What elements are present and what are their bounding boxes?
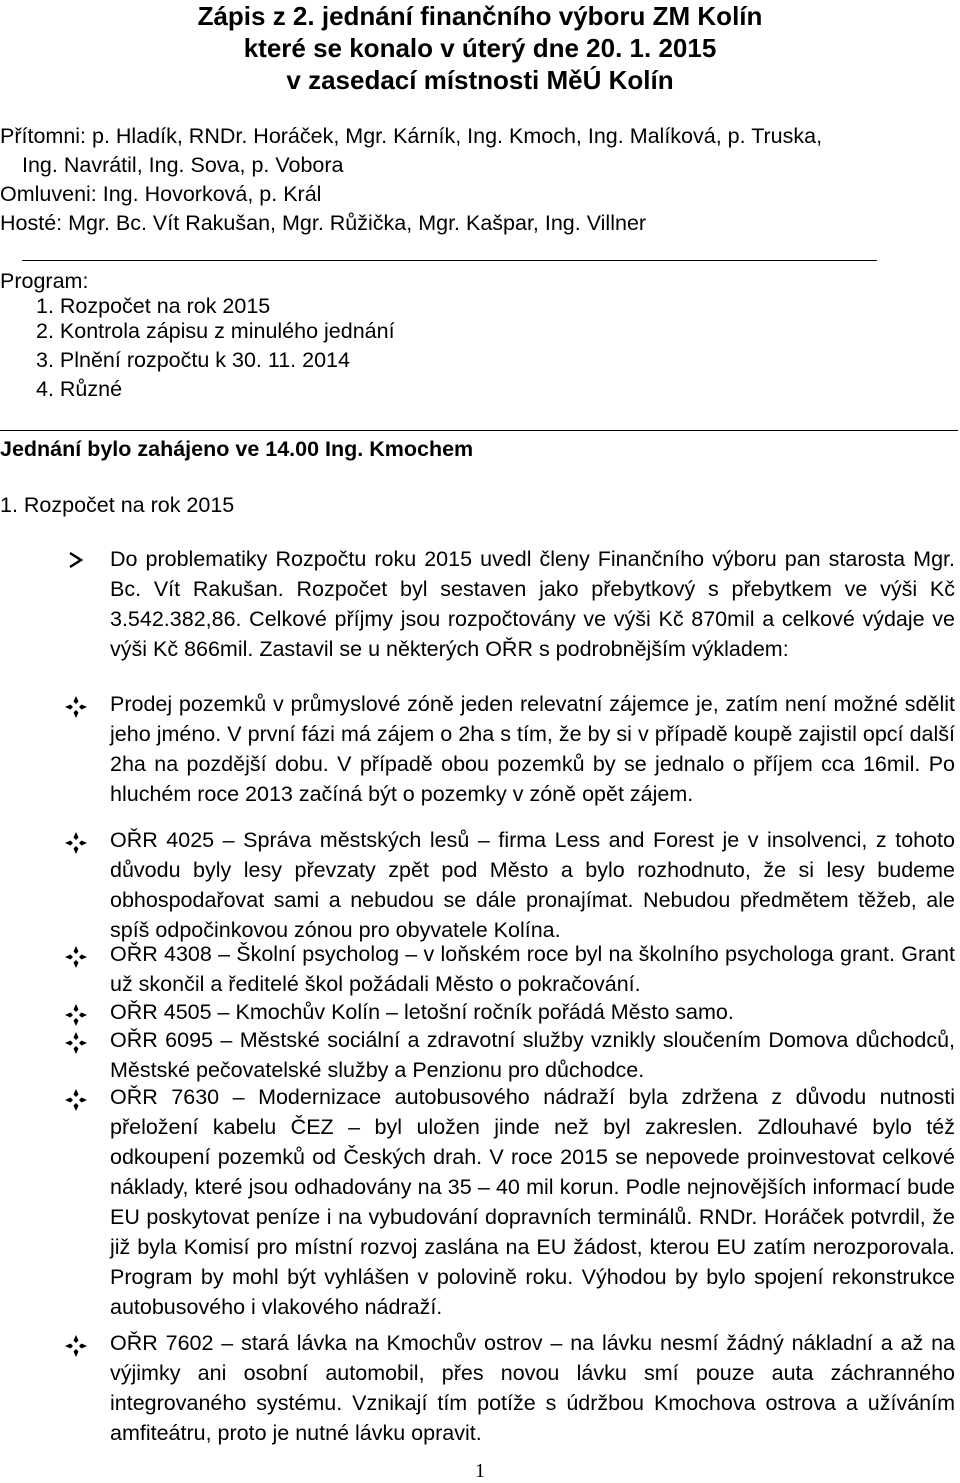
section-1-heading: 1. Rozpočet na rok 2015	[0, 493, 235, 517]
bullet-item-1: Prodej pozemků v průmyslové zóně jeden relevatní zájemce je, zatím není možné sdělit jeho jméno. V první fázi má zájem o 2ha s tím, že by si v případě koupě zajistil opcí další 2ha na pozdější dobu. V případě obou pozemků by se jednalo o příjem cca 16mil. Po hluchém roce 2013 začíná být o pozemky v zóně opět zájem.	[110, 692, 955, 806]
document-title-line-2: které se konalo v úterý dne 20. 1. 2015	[243, 33, 717, 63]
bullet-item-7: OŘR 7602 – stará lávka na Kmochův ostrov – na lávku nesmí žádný nákladní a až na výjimky ani osobní automobil, přes novou lávku smí pouze auta záchranného integrovaného systému. Vznikají tím potíže s údržbou Kmochova ostrova a užíváním amfiteátru, proto je nutné lávku opravit.	[110, 1331, 955, 1445]
document-title-line-3: v zasedací místnosti MěÚ Kolín	[286, 65, 674, 95]
diamond-bullet-icon	[64, 1031, 88, 1055]
page-number: 1	[475, 1460, 485, 1482]
program-item-1: 1. Rozpočet na rok 2015	[36, 294, 271, 318]
bullet-item-3: OŘR 4308 – Školní psycholog – v loňském roce byl na školního psychologa grant. Grant už skončil a ředitelé škol požádali Město o pokračování.	[110, 942, 955, 996]
document-title-line-1: Zápis z 2. jednání finančního výboru ZM Kolín	[197, 1, 763, 31]
diamond-bullet-icon	[64, 1088, 88, 1112]
bullet-item-6: OŘR 7630 – Modernizace autobusového nádraží byla zdržena z důvodu nutnosti přeložení kabelu ČEZ – byl uložen jinde než byl zakreslen. Zdlouhavé bylo též odkoupení pozemků od Českých drah. V roce 2015 se nepovede proinvestovat celkové náklady, které jsou odhadovány na 35 – 40 mil korun. Podle nejnovějších informací bude EU poskytovat peníze i na vybudování dopravních terminálů. RNDr. Horáček potvrdil, že již byla Komisí pro místní rozvoj zaslána na EU žádost, kterou EU zatím nerozporovala. Program by mohl být vyhlášen v polovině roku. Výhodou by bylo spojení rekonstrukce autobusového i vlakového nádraží.	[110, 1085, 955, 1319]
program-item-4: 4. Různé	[36, 377, 123, 401]
section-1-intro: Do problematiky Rozpočtu roku 2015 uvedl členy Finančního výboru pan starosta Mgr. Bc. Vít Rakušan. Rozpočet byl sestaven jako přebytkový s přebytkem ve výši Kč 3.542.382,86. Celkové příjmy jsou rozpočtovány ve výši Kč 870mil a celkové výdaje ve výši Kč 866mil. Zastavil se u některých OŘR s podrobnějším výkladem:	[110, 547, 955, 661]
diamond-bullet-icon	[64, 945, 88, 969]
program-item-3: 3. Plnění rozpočtu k 30. 11. 2014	[36, 348, 350, 372]
diamond-bullet-icon	[64, 1334, 88, 1358]
bullet-item-2: OŘR 4025 – Správa městských lesů – firma Less and Forest je v insolvenci, z tohoto důvodu byly lesy převzaty zpět pod Město a bylo rozhodnuto, že si lesy budeme obhospodařovat sami a nebudou se dále pronajímat. Nebudou předmětem těžeb, ale spíš odpočinkovou zónou pro obyvatele Kolína.	[110, 828, 955, 942]
diamond-bullet-icon	[64, 1003, 88, 1027]
excused-line: Omluveni: Ing. Hovorková, p. Král	[0, 182, 322, 206]
bullet-item-4: OŘR 4505 – Kmochův Kolín – letošní ročník pořádá Město samo.	[110, 1000, 734, 1024]
present-line-2: Ing. Navrátil, Ing. Sova, p. Vobora	[22, 153, 344, 177]
diamond-bullet-icon	[64, 695, 88, 719]
opening-statement: Jednání bylo zahájeno ve 14.00 Ing. Kmochem	[0, 437, 474, 461]
separator-rule-2	[0, 430, 958, 431]
guests-line: Hosté: Mgr. Bc. Vít Rakušan, Mgr. Růžička, Mgr. Kašpar, Ing. Villner	[0, 211, 647, 235]
present-line-1: Přítomni: p. Hladík, RNDr. Horáček, Mgr. Kárník, Ing. Kmoch, Ing. Malíková, p. Truska,	[0, 124, 823, 148]
bullet-item-5: OŘR 6095 – Městské sociální a zdravotní služby vznikly sloučením Domova důchodců, Městské pečovatelské služby a Penzionu pro důchodce.	[110, 1028, 955, 1082]
program-heading: Program:	[0, 269, 89, 293]
diamond-bullet-icon	[64, 831, 88, 855]
arrow-bullet-icon	[66, 550, 86, 570]
program-item-2: 2. Kontrola zápisu z minulého jednání	[36, 319, 395, 343]
separator-rule-1	[22, 260, 877, 261]
